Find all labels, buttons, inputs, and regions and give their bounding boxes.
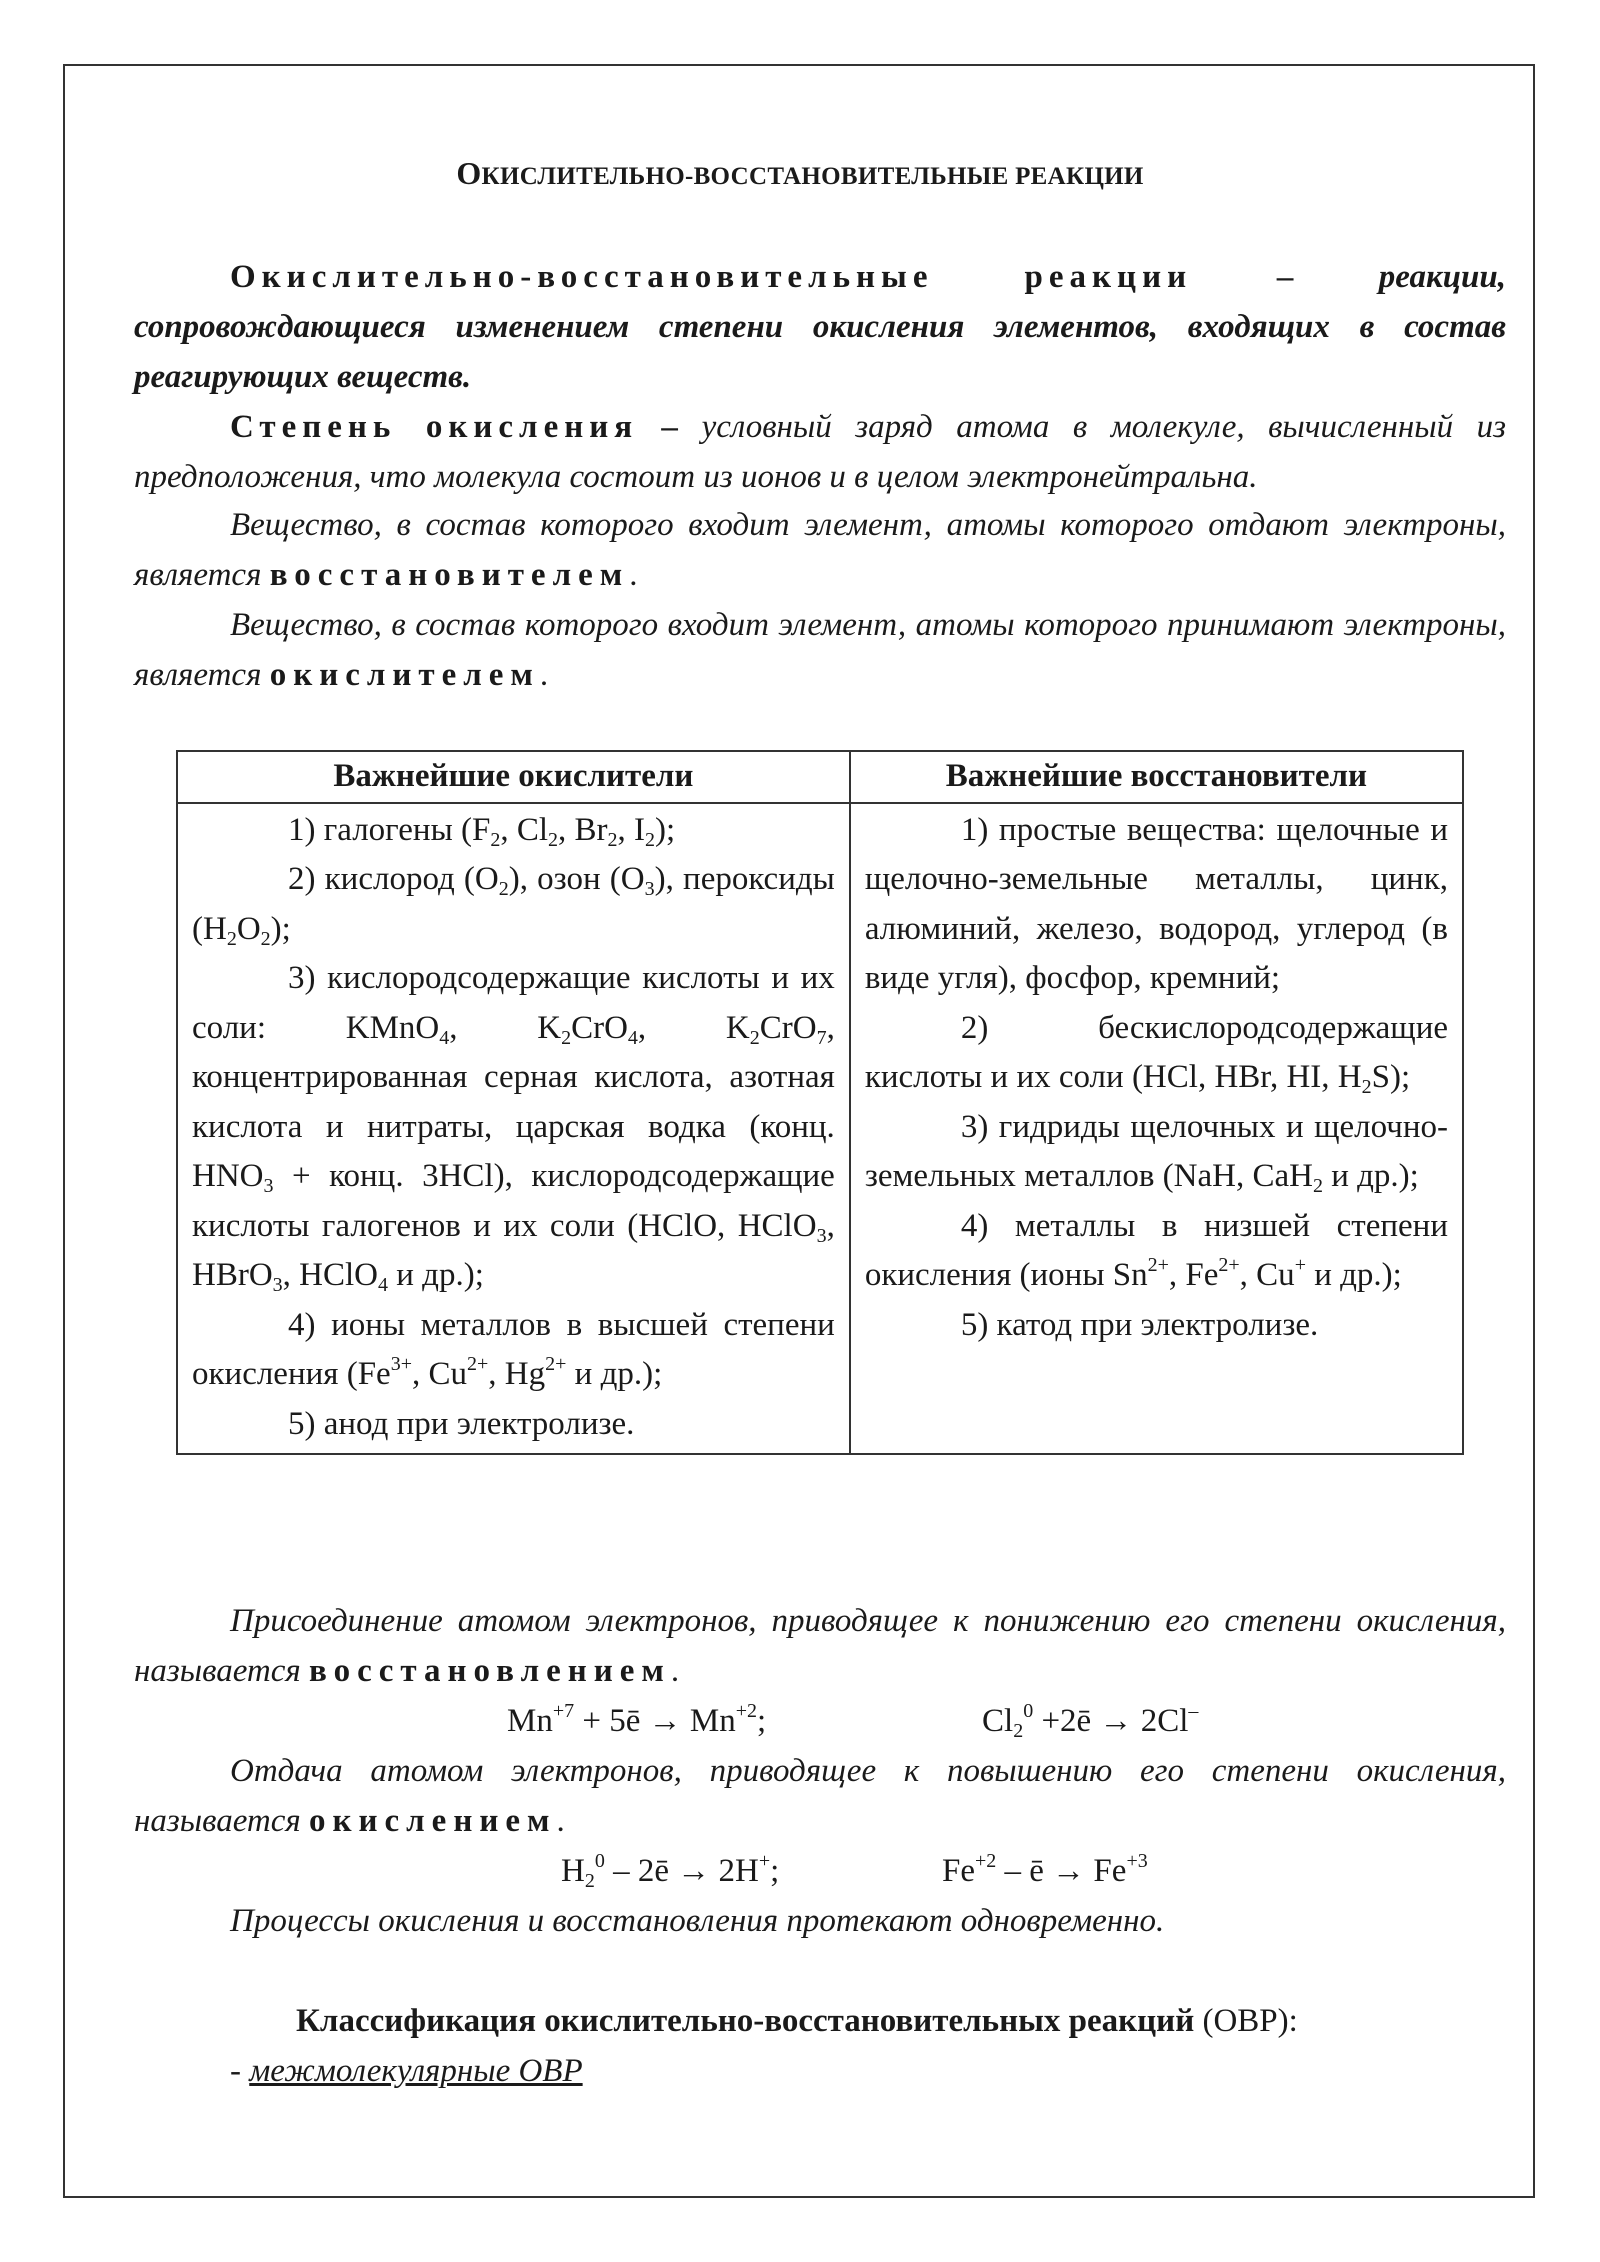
definition-oxidation-state: Степень окисления – условный заряд атома в молекуле, вычисленный из предположения, что молекула состоит из ионов и в целом электронейтральна.	[134, 409, 1506, 495]
definition-reduction: Присоединение атомом электронов, приводящее к понижению его степени окисления, называется восстановлением.	[134, 1603, 1506, 1689]
equation-fe: $Fe^{+2}$ – ē → $Fe^{+3}$	[942, 1850, 1148, 1889]
term-reducer: восстановителем	[269, 557, 630, 593]
reducer-item-1: 1) простые вещества: щелочные и щелочно-земельные металлы, цинк, алюминий, железо, водород, углерод (в виде угля), фосфор, кремний;	[864, 811, 1448, 996]
reducer-item-3: 3) гидриды щелочных и щелочно-земельных металлов (NaH, CaH$_2$ и др.);	[864, 1108, 1448, 1197]
oxidizer-item-3: 3) кислородсодержащие кислоты и их соли: KMnO$_4$, $K_2CrO_4$, $K_2CrO_7$, концентрированная серная кислота, азотная кислота и нитраты, царская водка (конц. $HNO_3$ + конц. 3HCl), кислородсодержащие кислоты галогенов и их соли (HClO, HClO$_3$, HBrO$_3$, HClO$_4$ и др.);	[192, 960, 835, 1296]
simultaneous-note: Процессы окисления и восстановления протекают одновременно.	[230, 1903, 1165, 1939]
equation-cl: $Cl_2^0$ +2ē → 2Cl–	[982, 1700, 1199, 1742]
page-title: ОКИСЛИТЕЛЬНО-ВОССТАНОВИТЕЛЬНЫЕ РЕАКЦИИ	[456, 155, 1144, 191]
header-oxidizers: Важнейшие окислители	[177, 751, 850, 803]
term-oxidation-state: Степень окисления	[230, 409, 639, 445]
oxidizer-item-2: 2) кислород $(O_2)$, озон $(O_3)$, пероксиды $(H_2O_2)$;	[192, 861, 835, 950]
oxidizer-item-1: 1) галогены ($F_2$, $Cl_2$, $Br_2$, $I_2$);	[288, 811, 676, 851]
classification-item: - межмолекулярные ОВР	[230, 2053, 583, 2089]
reducer-item-2: 2) бескислородсодержащие кислоты и их соли (HCl, HBr, HI, $H_2S$);	[864, 1009, 1448, 1098]
equation-h2: $H_2^0$ – 2ē → 2H+;	[561, 1850, 780, 1892]
definition-reducer: Вещество, в состав которого входит элемент, атомы которого отдают электроны, является восстановителем.	[134, 507, 1506, 593]
term-redox: Окислительно-восстановительные реакции	[230, 259, 1193, 295]
oxidizer-item-4: 4) ионы металлов в высшей степени окисления ($Fe^{3+}$, $Cu^{2+}$, $Hg^{2+}$ и др.);	[192, 1306, 835, 1392]
term-oxidation: окислением	[308, 1803, 557, 1839]
reducers-cell	[850, 803, 1463, 1455]
oxidizers-reducers-table	[176, 750, 1464, 1455]
classification-heading: Классификация окислительно-восстановительных реакций (ОВР):	[296, 2003, 1298, 2039]
equation-mn: $Mn^{+7}$ + 5ē → $Mn^{+2}$;	[507, 1700, 767, 1739]
term-reduction: восстановлением	[308, 1653, 671, 1689]
reducer-item-4: 4) металлы в низшей степени окисления (ионы $Sn^{2+}$, $Fe^{2+}$, Cu+ и др.);	[864, 1207, 1448, 1293]
term-oxidizer: окислителем	[269, 657, 540, 693]
definition-redox: Окислительно-восстановительные реакции – реакции, сопровождающиеся изменением степени окисления элементов, входящих в состав реагирующих веществ.	[134, 259, 1507, 395]
table-row	[177, 803, 1463, 1455]
header-reducers: Важнейшие восстановители	[850, 751, 1463, 803]
table-header-row	[177, 751, 1463, 803]
oxidizers-cell	[177, 803, 850, 1455]
reducer-item-5: 5) катод при электролизе.	[960, 1306, 1319, 1343]
definition-oxidizer: Вещество, в состав которого входит элемент, атомы которого принимают электроны, является окислителем.	[134, 607, 1506, 693]
oxidizer-item-5: 5) анод при электролизе.	[288, 1405, 635, 1442]
definition-oxidation: Отдача атомом электронов, приводящее к повышению его степени окисления, называется окислением.	[134, 1753, 1506, 1839]
